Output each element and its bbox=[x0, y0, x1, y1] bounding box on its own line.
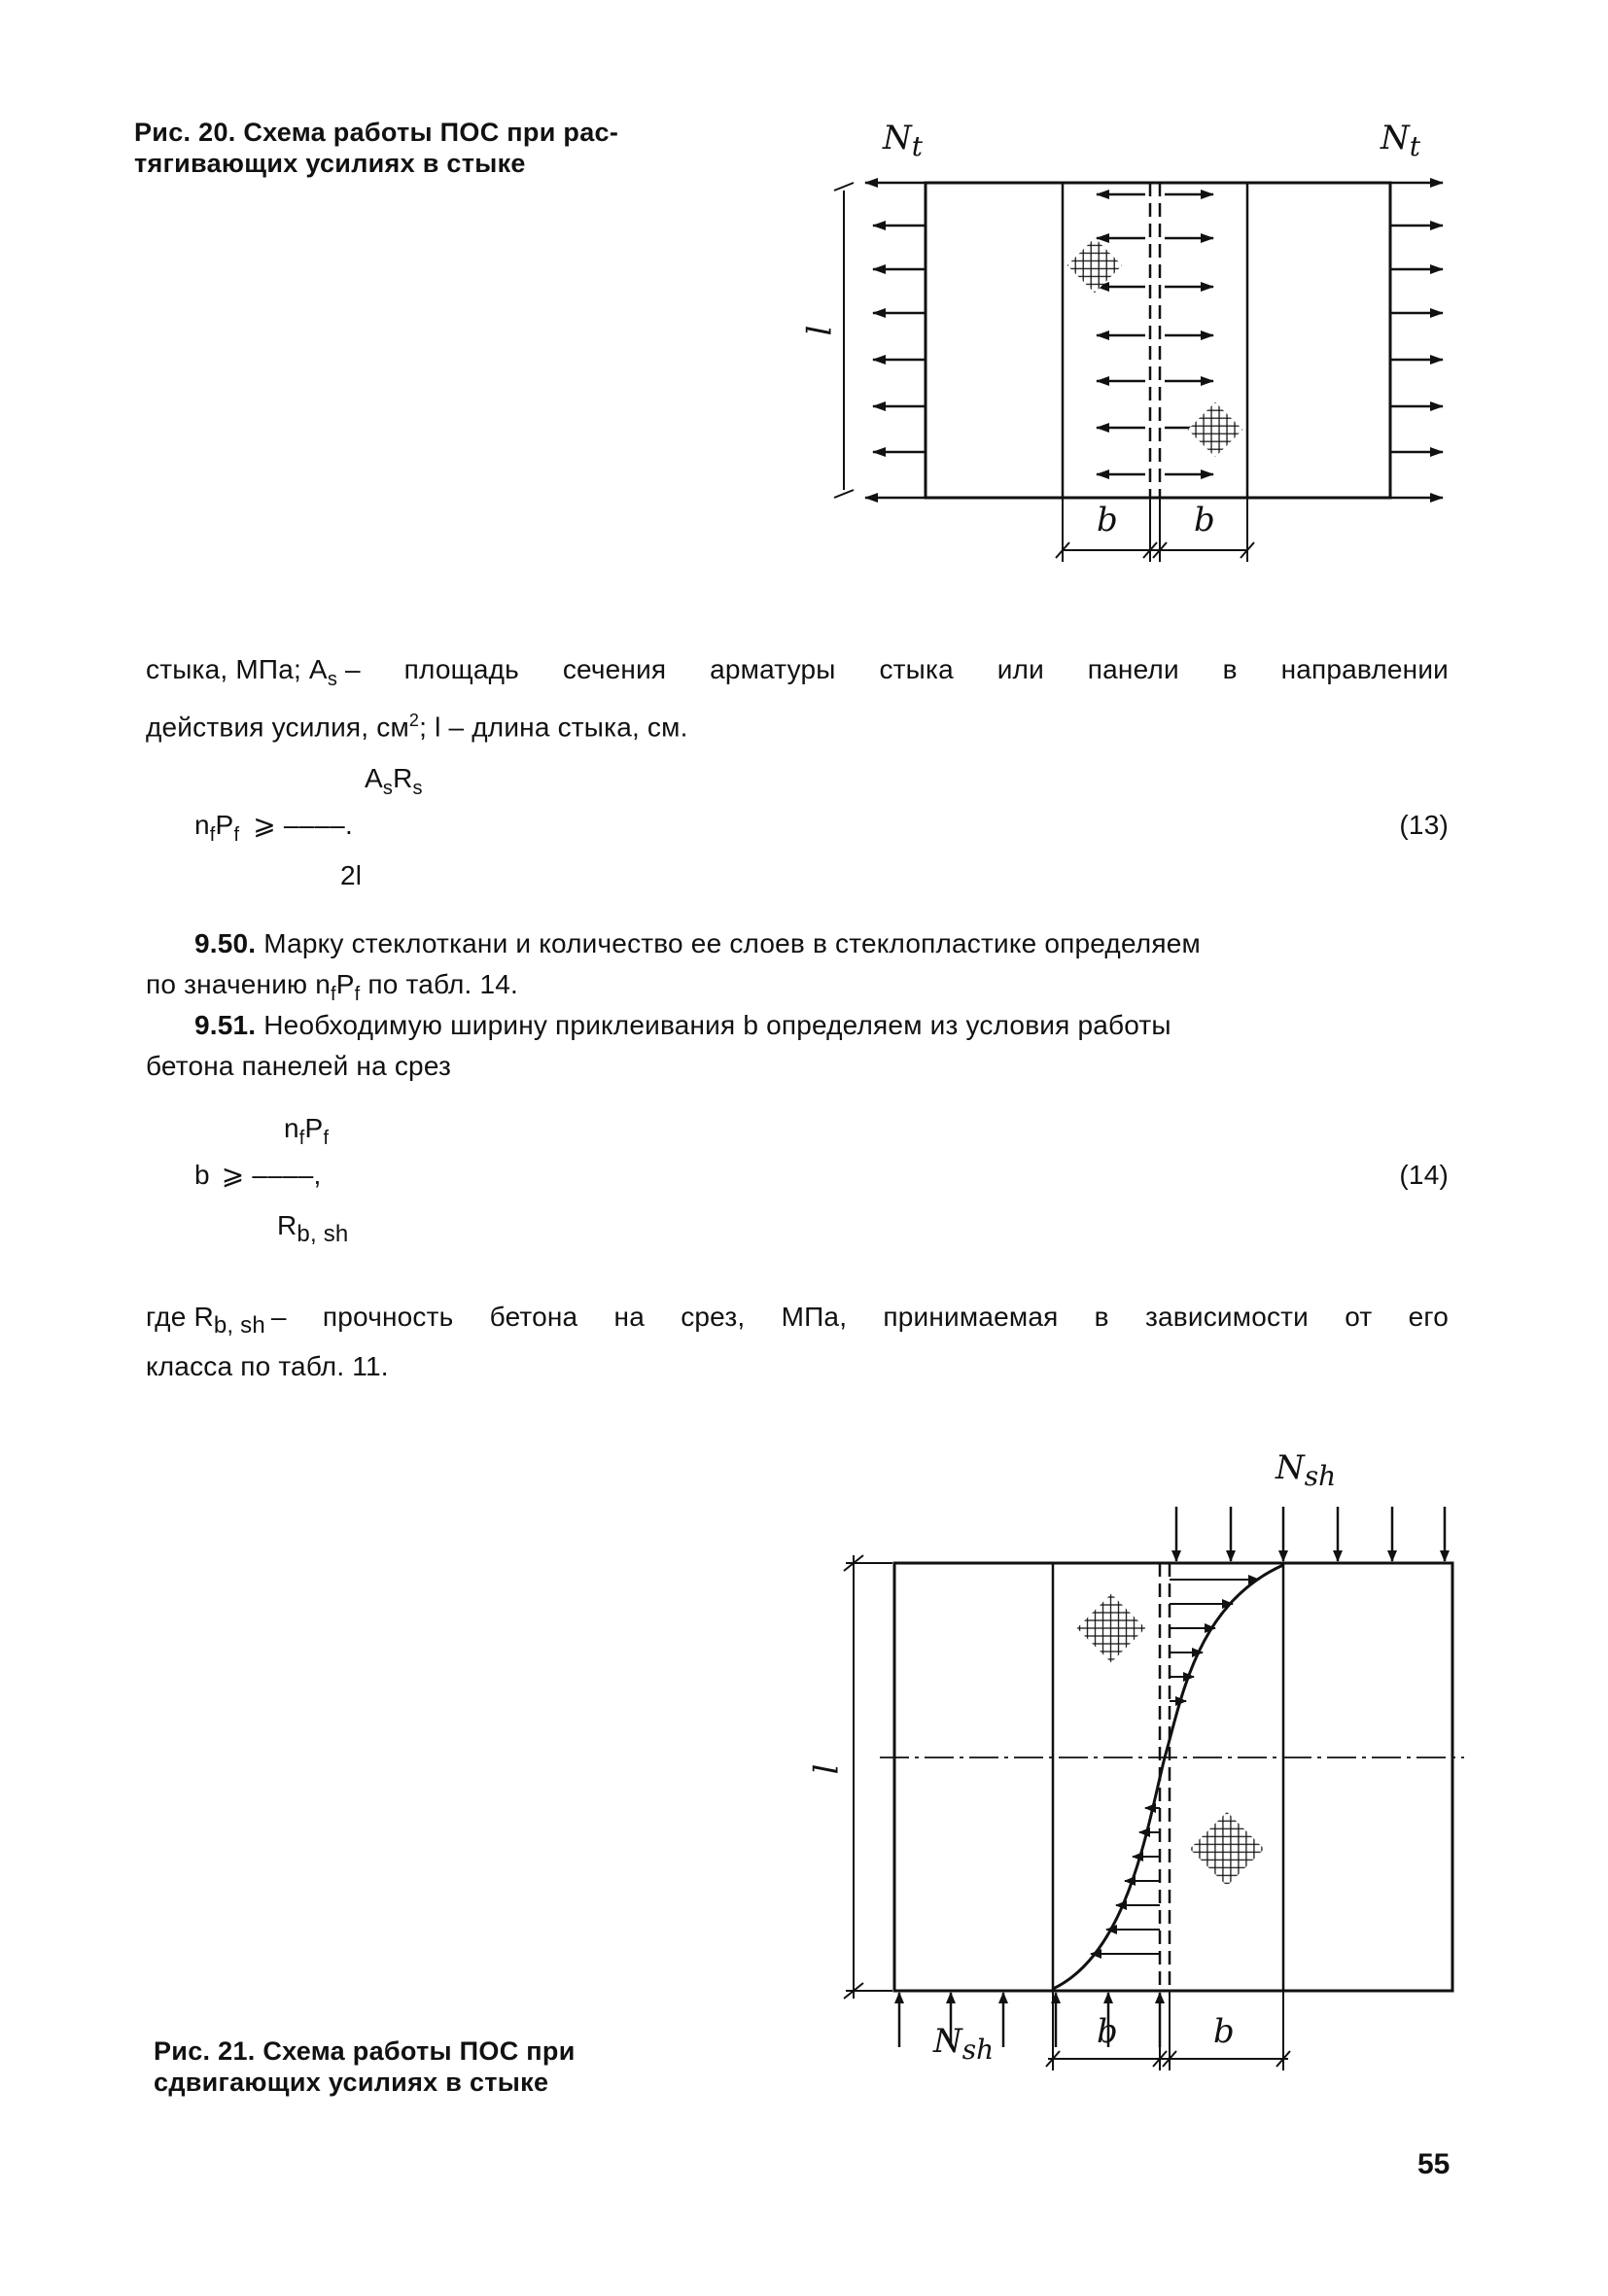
subscript: f bbox=[233, 824, 240, 846]
fig21-width-label-left: b bbox=[1097, 2012, 1118, 2051]
force-symbol: N bbox=[883, 119, 912, 157]
eq13-denominator: 2l bbox=[340, 860, 363, 890]
fig20-width-label-left: b bbox=[1097, 501, 1118, 539]
eq-symbol: A bbox=[365, 763, 383, 793]
text-part: стыка, МПа; A bbox=[146, 654, 328, 684]
subscript: f bbox=[331, 984, 336, 1005]
fig21-shear-arrows-top bbox=[1170, 1580, 1259, 1701]
text-part: – площадь сечения арматуры стыка или панели в направлении bbox=[345, 654, 1449, 684]
text-part: ; l – длина стыка, см. bbox=[419, 712, 688, 743]
eq14-number: (14) bbox=[1399, 1160, 1449, 1190]
page-number: 55 bbox=[1417, 2148, 1451, 2180]
fig21-mesh-patch-1 bbox=[1077, 1594, 1146, 1663]
subscript: f bbox=[298, 1128, 305, 1149]
fig20-caption-line2: тягивающих усилиях в стыке bbox=[134, 149, 526, 178]
fig21-mesh-patch-2 bbox=[1190, 1812, 1264, 1886]
force-symbol: N bbox=[933, 2022, 962, 2061]
fig20-width-label-right: b bbox=[1194, 501, 1215, 539]
fraction-bar: –––– bbox=[283, 810, 345, 840]
eq-relation: ⩾ bbox=[221, 1160, 245, 1190]
subscript: f bbox=[354, 984, 361, 1005]
subscript: b, sh bbox=[213, 1312, 265, 1339]
superscript: 2 bbox=[408, 711, 420, 730]
subscript: f bbox=[323, 1128, 330, 1149]
eq-symbol: n bbox=[284, 1113, 299, 1143]
eq-symbol: R bbox=[393, 763, 413, 793]
eq-symbol: b bbox=[194, 1160, 210, 1190]
eq-end: , bbox=[313, 1160, 322, 1190]
fraction-bar: –––– bbox=[252, 1160, 314, 1190]
eq-symbol: P bbox=[215, 810, 234, 840]
text-part: Необходимую ширину приклеивания b определяем из условия работы bbox=[256, 1010, 1171, 1040]
eq-symbol: n bbox=[194, 810, 210, 840]
force-subscript: t bbox=[911, 130, 924, 162]
eq-end: . bbox=[344, 810, 353, 840]
fig21-length-label: l bbox=[807, 1763, 847, 1775]
text-part: по значению n bbox=[146, 969, 331, 999]
force-subscript: sh bbox=[961, 2034, 995, 2066]
force-subscript: t bbox=[1409, 130, 1421, 162]
fig21-width-label-right: b bbox=[1213, 2012, 1235, 2051]
text-part: по табл. 14. bbox=[360, 969, 518, 999]
fig21-length-dimension bbox=[844, 1555, 892, 1999]
subscript: s bbox=[327, 669, 338, 690]
fig21-force-label-bottom bbox=[933, 2022, 994, 2066]
text-part: действия усилия, см bbox=[146, 712, 409, 743]
fig21-top-force-arrows bbox=[1176, 1507, 1445, 1561]
eq-symbol: P bbox=[304, 1113, 324, 1143]
text-part: – прочность бетона на срез, МПа, принимаемая в зависимости от его bbox=[270, 1302, 1449, 1332]
paragraph-number: 9.50. bbox=[194, 928, 257, 958]
subscript: b, sh bbox=[297, 1221, 349, 1247]
fig21-force-label-top bbox=[1276, 1448, 1336, 1492]
fig21-width-dimension bbox=[1046, 1991, 1290, 2070]
paragraph-number: 9.51. bbox=[194, 1010, 257, 1040]
force-subscript: sh bbox=[1304, 1460, 1337, 1492]
text-line: класса по табл. 11. bbox=[146, 1351, 389, 1381]
eq13-number: (13) bbox=[1399, 810, 1449, 840]
force-symbol: N bbox=[1381, 119, 1410, 157]
subscript: s bbox=[412, 778, 423, 799]
fig21-caption bbox=[154, 2035, 756, 2098]
text-part: P bbox=[335, 969, 355, 999]
text-line: бетона панелей на срез bbox=[146, 1051, 452, 1081]
eq-relation: ⩾ bbox=[253, 810, 276, 840]
fig20-length-label: l bbox=[800, 325, 840, 336]
fig21-caption-line1: Рис. 21. Схема работы ПОС при bbox=[154, 2036, 576, 2066]
eq-symbol: R bbox=[277, 1210, 297, 1240]
fig21-shear-arrows-bottom bbox=[1091, 1808, 1160, 1954]
fig20-caption-line1: Рис. 20. Схема работы ПОС при рас- bbox=[134, 118, 619, 147]
text-part: Марку стеклоткани и количество ее слоев в стеклопластике определяем bbox=[256, 928, 1201, 958]
fig21-caption-line2: сдвигающих усилиях в стыке bbox=[154, 2068, 549, 2097]
text-part: где R bbox=[146, 1302, 214, 1332]
subscript: s bbox=[382, 778, 394, 799]
force-symbol: N bbox=[1276, 1448, 1305, 1487]
subscript: f bbox=[209, 824, 216, 846]
